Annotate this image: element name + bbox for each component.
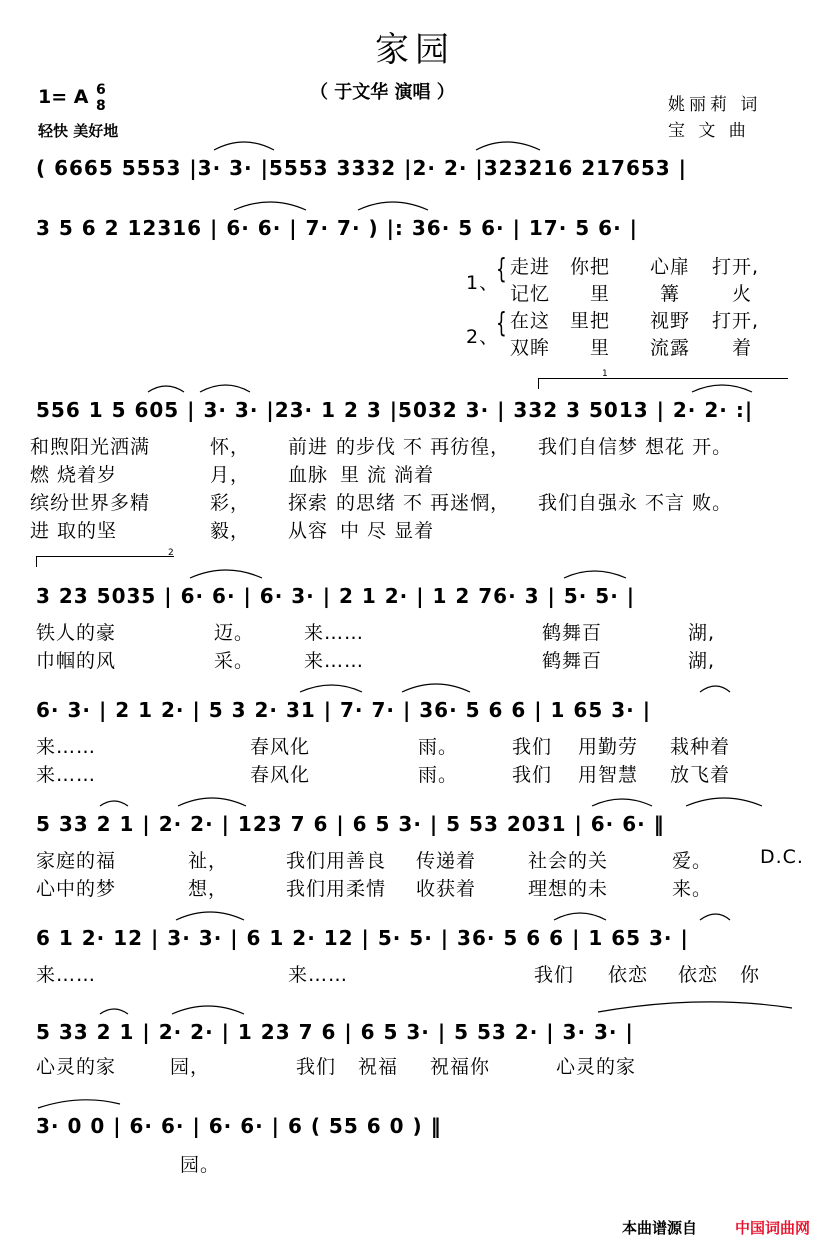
slur-arc [300, 685, 362, 692]
lyric-3-2-a: 燃 烧着岁 [30, 464, 118, 486]
staff-line-5: 6· 3· | 2 1 2· | 5 3 2· 31 | 7· 7· | 36· 5 6 6 | 1 65 3· | [36, 698, 651, 722]
lyric-8-d: 祝福 [358, 1056, 399, 1078]
lyric-5-1-a: 来…… [36, 736, 97, 758]
lyric-5-2-c: 春风化 [250, 764, 311, 786]
lyric-6-2-d: 收获着 [416, 878, 477, 900]
slur-arc [38, 1100, 120, 1108]
lyric-6-2-c: 我们用柔情 [286, 878, 387, 900]
staff-line-3: 556 1 5 605 | 3· 3· |23· 1 2 3 |5032 3· | 332 3 5013 | 2· 2· :| [36, 398, 754, 422]
verse-line-3-c: 视野 [650, 310, 691, 332]
verse-line-3-b: 里把 [570, 310, 611, 332]
lyric-6-2-e: 理想的未 [528, 878, 609, 900]
staff-line-4: 3 23 5035 | 6· 6· | 6· 3· | 2 1 2· | 1 2 76· 3 | 5· 5· | [36, 584, 636, 608]
lyric-3-2-b: 月， [210, 464, 251, 486]
lyric-5-1-f: 用勤劳 [578, 736, 639, 758]
staff-line-8: 5 33 2 1 | 2· 2· | 1 23 7 6 | 6 5 3· | 5 53 2· | 3· 3· | [36, 1020, 634, 1044]
lyric-5-2-f: 用智慧 [578, 764, 639, 786]
da-capo-marking: D.C. [760, 846, 804, 868]
verse-line-4-d: 着 [732, 337, 753, 359]
time-signature [96, 82, 106, 114]
lyric-3-3-b: 彩， [210, 492, 251, 514]
time-signature-bottom: 8 [96, 98, 106, 114]
lyric-6-1-c: 我们用善良 [286, 850, 387, 872]
slur-arc [700, 686, 730, 692]
lyric-8-f: 心灵的家 [556, 1056, 637, 1078]
verse-line-1-c: 心扉 [650, 256, 691, 278]
lyric-7-c: 我们 [534, 964, 575, 986]
lyric-4-2-c: 来…… [304, 650, 365, 672]
lyric-5-2-a: 来…… [36, 764, 97, 786]
lyric-5-1-e: 我们 [512, 736, 553, 758]
slur-arc [554, 913, 606, 920]
lyric-5-1-g: 栽种着 [670, 736, 731, 758]
lyric-4-2-b: 采。 [214, 650, 255, 672]
lyric-4-1-b: 迈。 [214, 622, 255, 644]
staff-line-7: 6 1 2· 12 | 3· 3· | 6 1 2· 12 | 5· 5· | 36· 5 6 6 | 1 65 3· | [36, 926, 689, 950]
lyric-6-2-a: 心中的梦 [36, 878, 117, 900]
lyric-5-2-d: 雨。 [418, 764, 459, 786]
verse-line-1-d: 打开, [712, 256, 760, 278]
lyric-4-1-f: 湖, [688, 622, 716, 644]
volta-1-number: 1 [602, 369, 608, 379]
volta-2-bracket [36, 556, 174, 557]
lyric-6-1-f: 爱。 [672, 850, 713, 872]
lyric-6-1-a: 家庭的福 [36, 850, 117, 872]
slur-arc [190, 570, 262, 578]
verse-line-2-d: 火 [732, 283, 753, 305]
slur-arc [200, 385, 250, 392]
slur-arc [402, 684, 470, 692]
lyric-3-2-c: 血脉 [288, 464, 329, 486]
slur-arc [564, 571, 626, 578]
lyric-3-1-e: 我们自信梦 想花 开。 [538, 436, 733, 458]
slur-arc [592, 799, 652, 806]
staff-line-2: 3 5 6 2 12316 | 6· 6· | 7· 7· ) |: 36· 5 6· | 17· 5 6· | [36, 216, 638, 240]
lyric-4-1-c: 来…… [304, 622, 365, 644]
volta-2-number: 2 [168, 548, 174, 558]
lyric-5-2-g: 放飞着 [670, 764, 731, 786]
lyric-3-4-d: 中 尽 显着 [340, 520, 435, 542]
lyric-3-3-e: 我们自强永 不言 败。 [538, 492, 733, 514]
footer-source-label: 本曲谱源自 [622, 1219, 698, 1237]
lyric-6-1-e: 社会的关 [528, 850, 609, 872]
slur-arc [148, 386, 184, 392]
lyric-7-b: 来…… [288, 964, 349, 986]
lyric-7-f: 你 [740, 964, 761, 986]
slur-arc [476, 142, 540, 150]
volta-1-bracket [538, 378, 788, 379]
lyric-6-2-b: 想， [188, 878, 229, 900]
verse-line-2-a: 记忆 [510, 283, 551, 305]
lyric-3-1-b: 怀， [210, 436, 251, 458]
composer-credit: 宝 文 曲 [668, 121, 750, 141]
slur-arc [700, 914, 730, 920]
lyric-3-3-a: 缤纷世界多精 [30, 492, 151, 514]
lyric-4-1-e: 鹤舞百 [542, 622, 603, 644]
staff-line-9: 3· 0 0 | 6· 6· | 6· 6· | 6 ( 55 6 0 ) ‖ [36, 1114, 442, 1138]
verse-line-4-c: 流露 [650, 337, 691, 359]
page-title: 家园 [375, 30, 455, 70]
lyric-9-a: 园。 [180, 1154, 221, 1176]
lyric-3-4-c: 从容 [288, 520, 329, 542]
lyric-3-4-b: 毅， [210, 520, 251, 542]
lyric-3-3-c: 探索 [288, 492, 329, 514]
lyric-4-2-a: 巾帼的风 [36, 650, 117, 672]
verse-brace-1: { [496, 252, 507, 285]
lyric-3-3-d: 的思绪 不 再迷惘， [336, 492, 511, 514]
lyric-7-d: 依恋 [608, 964, 649, 986]
verse-number-2: 2、 [466, 326, 500, 348]
lyric-5-2-e: 我们 [512, 764, 553, 786]
slur-arc [692, 385, 752, 392]
slur-arc [172, 1006, 244, 1014]
slur-arc [358, 202, 428, 210]
lyric-8-a: 心灵的家 [36, 1056, 117, 1078]
verse-line-4-b: 里 [590, 337, 611, 359]
lyric-4-2-f: 湖, [688, 650, 716, 672]
lyric-8-c: 我们 [296, 1056, 337, 1078]
verse-line-3-a: 在这 [510, 310, 551, 332]
lyric-3-4-a: 进 取的坚 [30, 520, 118, 542]
slur-arc [100, 801, 128, 806]
staff-line-6: 5 33 2 1 | 2· 2· | 123 7 6 | 6 5 3· | 5 53 2031 | 6· 6· ‖ [36, 812, 665, 836]
singer-credit: （ 于文华 演唱 ） [310, 82, 455, 103]
staff-line-1: ( 6665 5553 |3· 3· |5553 3332 |2· 2· |323216 217653 | [36, 156, 687, 180]
lyric-7-e: 依恋 [678, 964, 719, 986]
slur-arc [234, 202, 306, 210]
verse-number-1: 1、 [466, 272, 500, 294]
verse-line-4-a: 双眸 [510, 337, 551, 359]
slur-arc [176, 912, 244, 920]
lyric-8-e: 祝福你 [430, 1056, 491, 1078]
verse-line-1-b: 你把 [570, 256, 611, 278]
lyric-6-2-f: 来。 [672, 878, 713, 900]
lyric-6-1-d: 传递着 [416, 850, 477, 872]
tempo-marking: 轻快 美好地 [38, 122, 119, 140]
key-signature: 1= A [38, 86, 89, 108]
verse-line-2-b: 里 [590, 283, 611, 305]
lyric-8-b: 园， [170, 1056, 211, 1078]
lyric-6-1-b: 祉， [188, 850, 229, 872]
verse-line-1-a: 走进 [510, 256, 551, 278]
lyric-4-2-e: 鹤舞百 [542, 650, 603, 672]
lyric-5-1-c: 春风化 [250, 736, 311, 758]
verse-brace-2: { [496, 306, 507, 339]
time-signature-top: 6 [96, 82, 106, 98]
slur-arc [178, 798, 246, 806]
slur-arc [214, 142, 274, 150]
lyric-3-1-a: 和煦阳光洒满 [30, 436, 151, 458]
lyric-3-2-d: 里 流 淌着 [340, 464, 435, 486]
lyricist-credit: 姚丽莉 词 [668, 95, 762, 115]
slur-arc [100, 1009, 128, 1014]
verse-line-2-c: 篝 [660, 283, 681, 305]
lyric-5-1-d: 雨。 [418, 736, 459, 758]
lyric-3-1-d: 的步伐 不 再彷徨， [336, 436, 511, 458]
verse-line-3-d: 打开, [712, 310, 760, 332]
slur-arc [686, 798, 762, 806]
footer-site-link[interactable]: 中国词曲网 [735, 1219, 811, 1237]
lyric-3-1-c: 前进 [288, 436, 329, 458]
slur-arc [598, 1002, 792, 1012]
lyric-4-1-a: 铁人的豪 [36, 622, 117, 644]
lyric-7-a: 来…… [36, 964, 97, 986]
